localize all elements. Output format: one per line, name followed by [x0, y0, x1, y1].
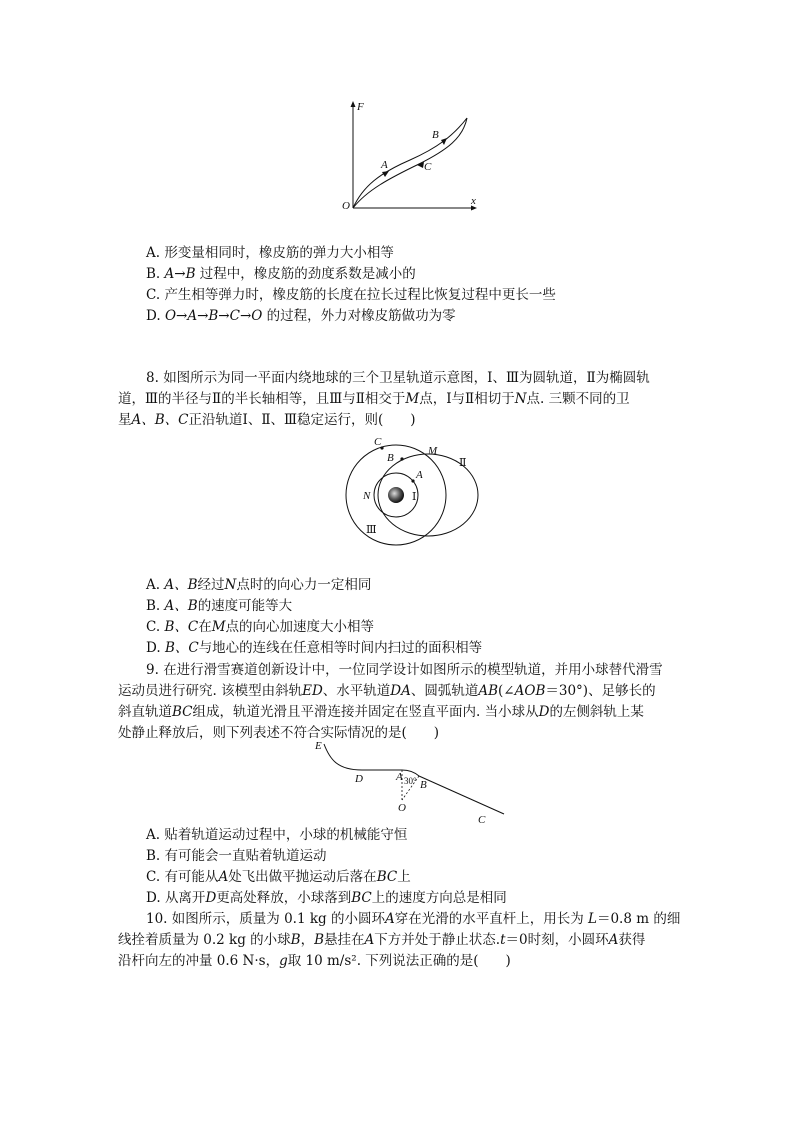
q9-stem-line1: 9. 在进行滑雪赛道创新设计中，一位同学设计如图所示的模型轨道，并用小球替代滑雪 — [146, 662, 663, 678]
track-label-b: B — [420, 779, 427, 791]
f-axis-arrow-icon — [351, 101, 356, 107]
orbit-label-n: N — [363, 490, 371, 502]
track-label-a: A — [396, 771, 403, 783]
track-bc — [419, 776, 504, 814]
orbit-label-b: B — [387, 452, 394, 464]
label-c: C — [424, 161, 432, 173]
q10-stem-line1: 10. 如图所示，质量为 0.1 kg 的小圆环A穿在光滑的水平直杆上，用长为 L＝0.8 m 的细 — [146, 911, 681, 927]
track-ed-da — [324, 744, 402, 770]
orbit-label-m: M — [428, 445, 438, 457]
q8-option-c: C. B、C在M点的向心加速度大小相等 — [146, 619, 375, 635]
q7-option-b: B. A→B 过程中，橡皮筋的劲度系数是减小的 — [146, 266, 416, 282]
label-b: B — [432, 129, 439, 141]
loading-curve — [353, 118, 467, 208]
arrow-b-icon — [441, 138, 447, 145]
q9-option-d: D. 从离开D更高处释放，小球落到BC上的速度方向总是相同 — [146, 890, 507, 906]
orbit-label-c: C — [374, 436, 382, 448]
satellite-b — [400, 457, 403, 460]
q9-stem-line3: 斜直轨道BC组成，轨道光滑且平滑连接并固定在竖直平面内. 当小球从D的左侧斜轨上某 — [118, 704, 644, 720]
q9-option-a: A. 贴着轨道运动过程中，小球的机械能守恒 — [146, 827, 408, 843]
track-diagram — [312, 738, 512, 828]
q10-stem-line3: 沿杆向左的冲量 0.6 N·s，g取 10 m/s². 下列说法正确的是( ) — [118, 953, 511, 969]
q8-option-d: D. B、C与地心的连线在任意相等时间内扫过的面积相等 — [146, 640, 483, 656]
q8-stem-line2: 道，Ⅲ的半径与Ⅱ的半长轴相等，且Ⅲ与Ⅱ相交于M点，Ⅰ与Ⅱ相切于N点. 三颗不同的卫 — [118, 391, 630, 407]
q8-option-a: A. A、B经过N点时的向心力一定相同 — [146, 577, 372, 593]
orbit-label-ii: Ⅱ — [459, 457, 467, 469]
orbit-label-i: Ⅰ — [412, 491, 417, 503]
track-label-angle: 30° — [404, 776, 417, 786]
q10-stem-line2: 线拴着质量为 0.2 kg 的小球B，B悬挂在A下方并处于静止状态.t＝0时刻，小圆环A获得 — [118, 932, 646, 948]
q7-option-c: C. 产生相等弹力时，橡皮筋的长度在拉长过程比恢复过程中更长一些 — [146, 287, 556, 303]
f-x-graph — [335, 98, 485, 216]
label-x: x — [471, 195, 476, 207]
q7-option-d: D. O→A→B→C→O 的过程，外力对橡皮筋做功为零 — [146, 308, 456, 324]
earth-icon — [388, 487, 404, 503]
label-f: F — [357, 101, 364, 113]
label-o: O — [342, 200, 350, 212]
track-label-o: O — [398, 802, 406, 814]
track-label-e: E — [315, 740, 322, 752]
q8-option-b: B. A、B的速度可能等大 — [146, 598, 293, 614]
q7-option-a: A. 形变量相同时，橡皮筋的弹力大小相等 — [146, 245, 394, 261]
orbit-label-a: A — [416, 469, 423, 481]
q8-stem-line3: 星A、B、C正沿轨道Ⅰ、Ⅱ、Ⅲ稳定运行，则( ) — [118, 412, 416, 428]
unloading-curve — [353, 118, 467, 208]
orbit-diagram — [340, 432, 490, 550]
track-label-d: D — [355, 773, 363, 785]
label-a: A — [381, 159, 388, 171]
satellite-a — [411, 479, 414, 482]
q9-stem-line4: 处静止释放后，则下列表述不符合实际情况的是( ) — [118, 725, 440, 741]
orbit-label-iii: Ⅲ — [366, 524, 377, 536]
q8-stem-line1: 8. 如图所示为同一平面内绕地球的三个卫星轨道示意图，Ⅰ、Ⅲ为圆轨道，Ⅱ为椭圆轨 — [146, 370, 650, 386]
q9-option-b: B. 有可能会一直贴着轨道运动 — [146, 848, 327, 864]
q9-option-c: C. 有可能从A处飞出做平抛运动后落在BC上 — [146, 869, 411, 885]
q9-stem-line2: 运动员进行研究. 该模型由斜轨ED、水平轨道DA、圆弧轨道AB(∠AOB＝30°)、足够长的 — [118, 683, 656, 699]
track-label-c: C — [478, 814, 486, 826]
